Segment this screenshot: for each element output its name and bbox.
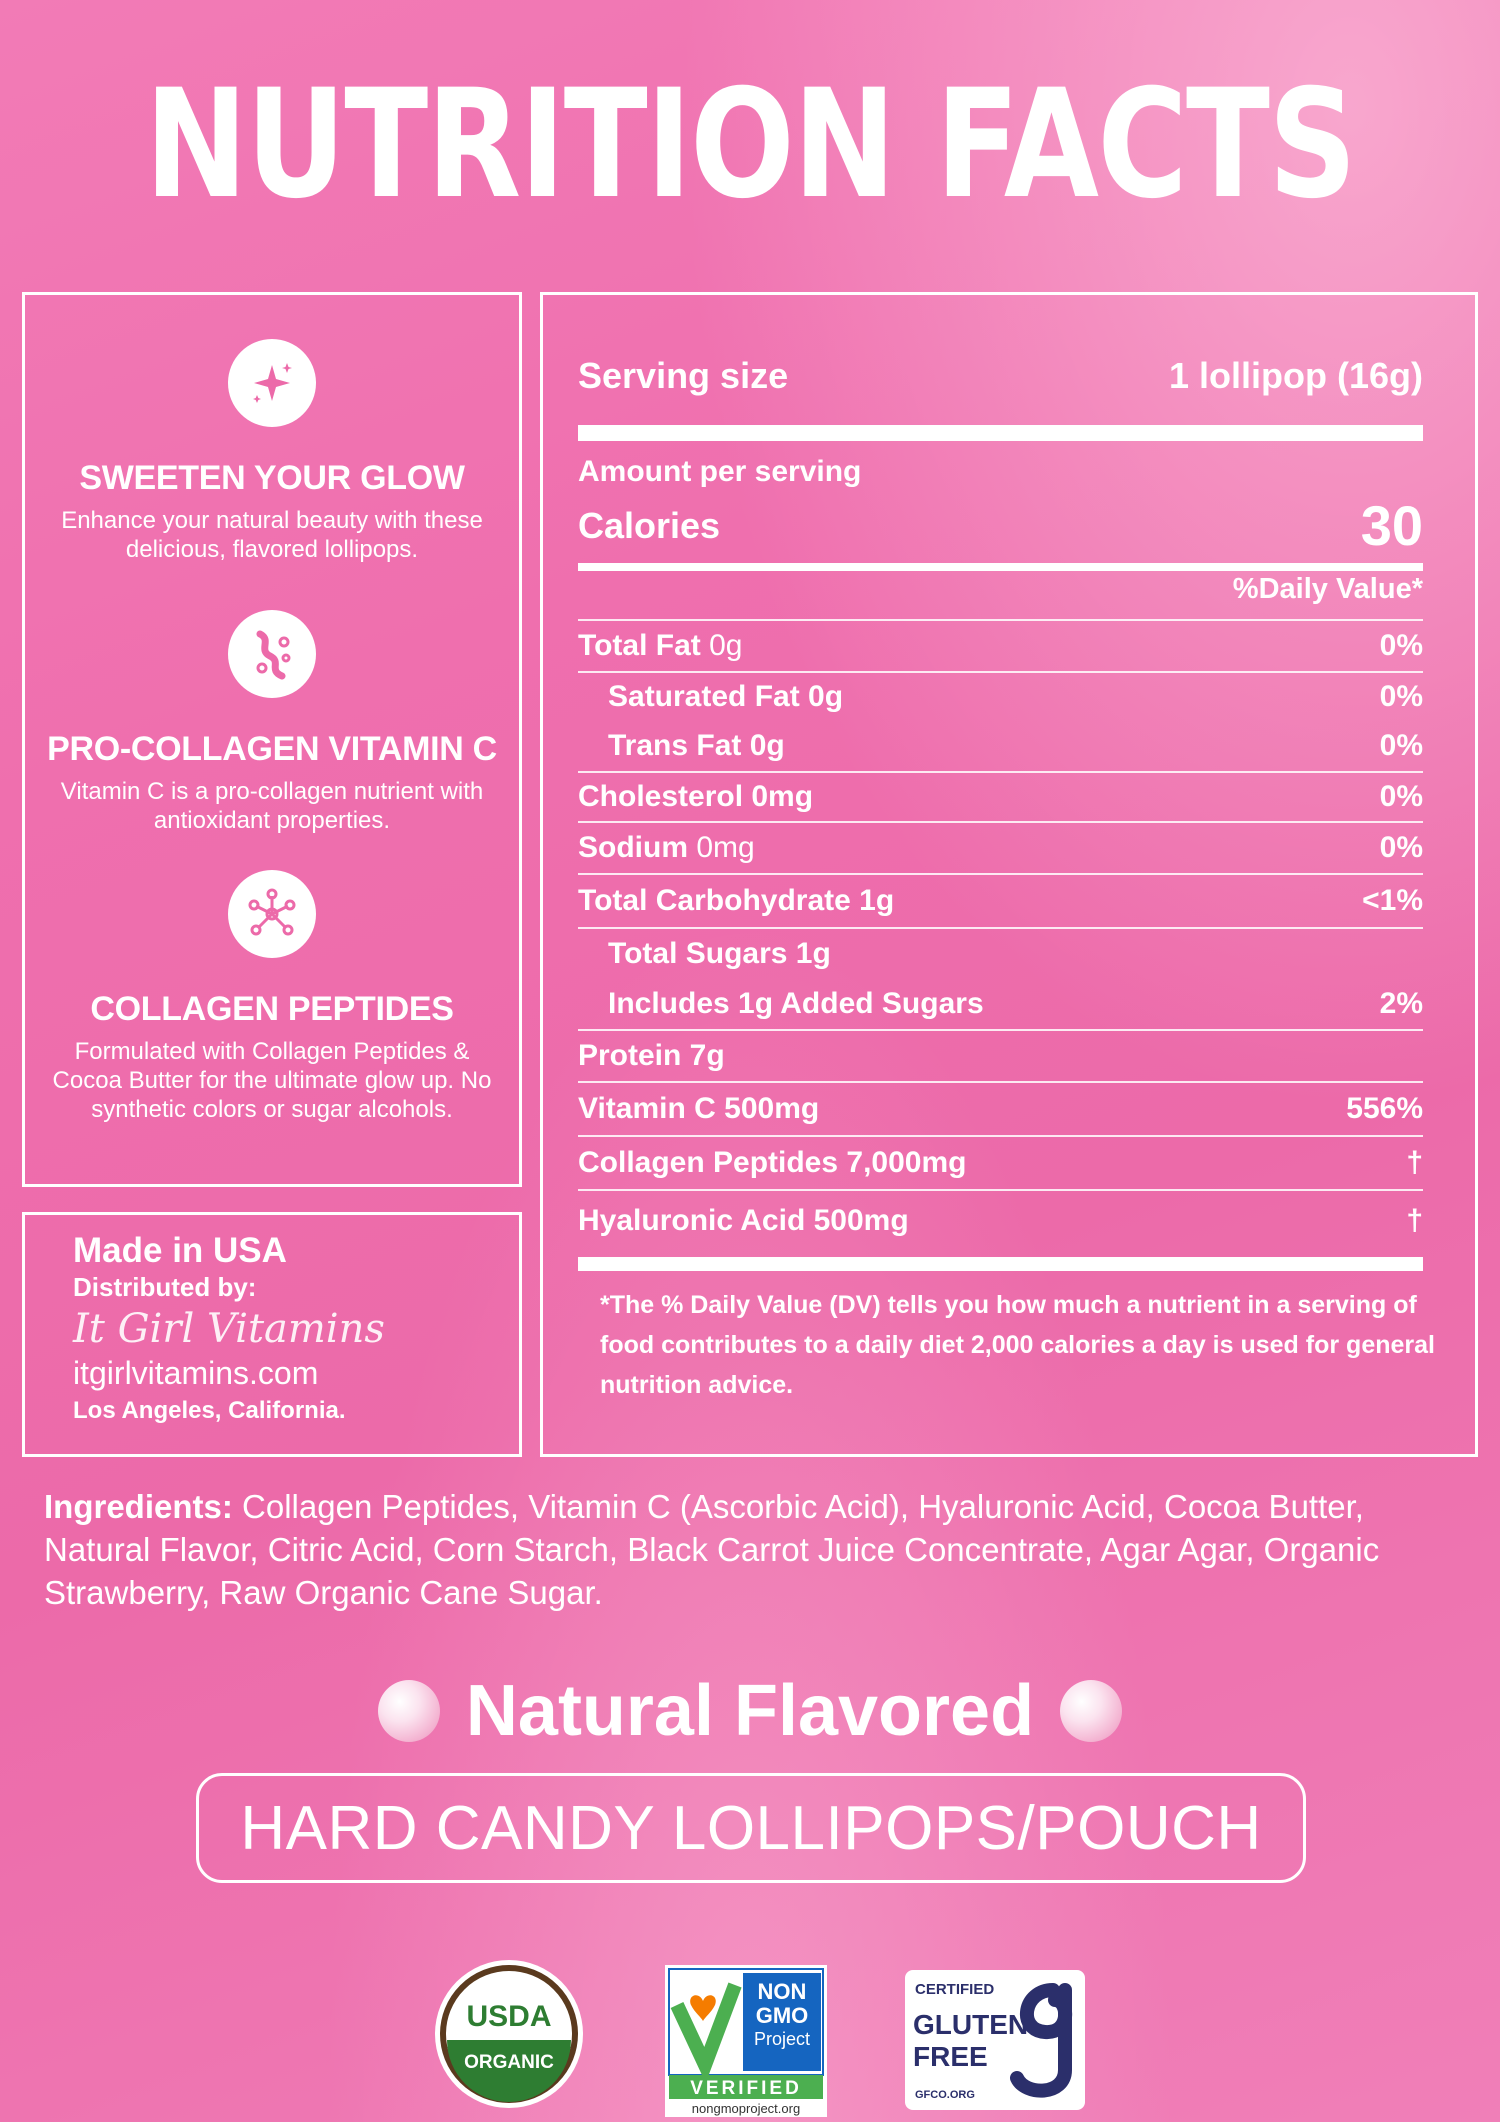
nongmo-url: nongmoproject.org [691,2101,801,2116]
ingredients-list: Collagen Peptides, Vitamin C (Ascorbic Acid), Hyaluronic Acid, Cocoa Butter, Natural Flavor, Citric Acid, Corn Starch, Black Carrot Juice Concentrate, Agar Agar, Organic Strawberry, Raw Organic Cane Sugar. [44,1488,1380,1611]
collagen-icon [228,610,316,698]
calories-label: Calories [578,504,721,546]
ingredients-label: Ingredients: [44,1488,233,1525]
nutrient-dv: † [1406,1146,1423,1179]
feature-text: Formulated with Collagen Peptides & Cocoa Butter for the ultimate glow up. No synthetic colors or sugar alcohols. [52,1038,492,1123]
made-in-usa: Made in USA [73,1231,287,1270]
daily-value-footnote: *The % Daily Value (DV) tells you how much a nutrient in a serving of food contributes to a daily diet 2,000 calories a day is used for general nutrition advice. [600,1291,1435,1399]
calories-row [578,493,1423,558]
nongmo-line2: GMO [755,2003,809,2028]
feature-heading: COLLAGEN PEPTIDES [90,990,454,1028]
nutrient-dv: 0% [1379,680,1423,713]
nutrient-name: Collagen Peptides 7,000mg [578,1146,967,1179]
nutrient-name: Saturated Fat 0g [608,680,844,713]
candy-ball-icon [378,1680,440,1742]
serving-size-row [578,355,1423,397]
nutrient-row-total-fat [578,621,1423,671]
nutrient-amount: 0g [709,629,743,662]
divider-thick [578,425,1423,441]
amount-per-serving [578,455,1423,489]
nutrient-amount: 0mg [696,831,755,864]
features-panel [22,292,522,1187]
nutrient-name: Total Carbohydrate 1g [578,884,895,917]
nutrient-dv: 2% [1379,987,1423,1020]
gf-certified: CERTIFIED [915,1981,995,1998]
usda-bottom-text: ORGANIC [464,2052,554,2073]
usda-organic-badge [433,1958,585,2110]
nutrient-row-total-sugars [578,929,1423,979]
amount-label: Amount per serving [578,455,862,488]
nutrient-row-trans-fat [578,721,1423,771]
gluten-free-badge [905,1970,1085,2110]
molecule-icon [228,870,316,958]
website-url: itgirlvitamins.com [73,1355,319,1391]
serving-size-label: Serving size [578,355,789,396]
ingredients [44,1485,1474,1614]
nutrient-row-sodium [578,823,1423,873]
feature-text: Vitamin C is a pro-collagen nutrient with antioxidant properties. [60,778,484,834]
nongmo-verified: VERIFIED [690,2078,802,2099]
page-title: NUTRITION FACTS [144,58,1356,232]
nutrient-name: Sodium [578,831,688,864]
nutrient-dv: 0% [1379,729,1423,762]
flavor-text: Natural Flavored [465,1671,1035,1751]
feature-text: Enhance your natural beauty with these delicious, flavored lollipops. [61,507,483,563]
brand-signature: It Girl Vitamins [73,1306,385,1352]
dv-header [578,573,1423,606]
nutrient-name: Vitamin C 500mg [578,1092,820,1125]
gf-line2: FREE [913,2041,988,2072]
nutrient-row-collagen [578,1137,1423,1189]
nutrient-row-protein [578,1031,1423,1081]
dv-header-label: %Daily Value* [1232,573,1423,605]
nutrient-row-added-sugars [578,979,1423,1029]
non-gmo-badge [665,1965,827,2117]
nutrient-dv: <1% [1362,884,1423,917]
feature-sweeten [25,339,519,564]
nutrient-dv: 0% [1379,780,1423,813]
nongmo-line3: Project [753,2029,811,2049]
nutrient-dv: 556% [1346,1092,1423,1125]
feature-vitamin-c [25,610,519,835]
gf-url: GFCO.ORG [915,2089,975,2101]
nutrient-row-vitamin-c [578,1083,1423,1135]
distributed-by-label: Distributed by: [73,1272,257,1302]
feature-heading: PRO-COLLAGEN VITAMIN C [47,730,497,768]
nutrient-dv: 0% [1379,831,1423,864]
nongmo-line1: NON [757,1979,807,2004]
nutrient-name: Includes 1g Added Sugars [608,987,984,1020]
flavor-heading [0,1671,1500,1751]
nutrient-name: Total Fat [578,629,701,662]
feature-peptides [25,870,519,1124]
divider-bottom [578,1257,1423,1271]
nutrient-dv: 0% [1379,629,1423,662]
nutrient-name: Total Sugars 1g [608,937,831,970]
nutrient-row-saturated-fat [578,673,1423,721]
distribution-panel [22,1212,522,1457]
nutrient-name: Trans Fat 0g [608,729,785,762]
serving-size-value: 1 lollipop (16g) [1168,355,1423,396]
nutrient-dv: † [1406,1204,1423,1237]
usda-top-text: USDA [466,2000,552,2033]
sparkle-icon [228,339,316,427]
gf-line1: GLUTEN [913,2009,1029,2040]
candy-ball-icon [1060,1680,1122,1742]
nutrition-facts-panel [540,292,1478,1457]
nutrient-row-cholesterol [578,773,1423,821]
nutrient-name: Cholesterol 0mg [578,780,814,813]
nutrient-name: Protein 7g [578,1039,725,1072]
divider-medium [578,563,1423,571]
feature-heading: SWEETEN YOUR GLOW [79,459,465,497]
nutrient-row-carbohydrate [578,875,1423,927]
nutrient-row-hyaluronic [578,1191,1423,1251]
product-type-box: HARD CANDY LOLLIPOPS/POUCH [196,1773,1306,1883]
calories-value: 30 [1360,494,1423,557]
nutrient-name: Hyaluronic Acid 500mg [578,1204,909,1237]
location: Los Angeles, California. [73,1397,346,1424]
